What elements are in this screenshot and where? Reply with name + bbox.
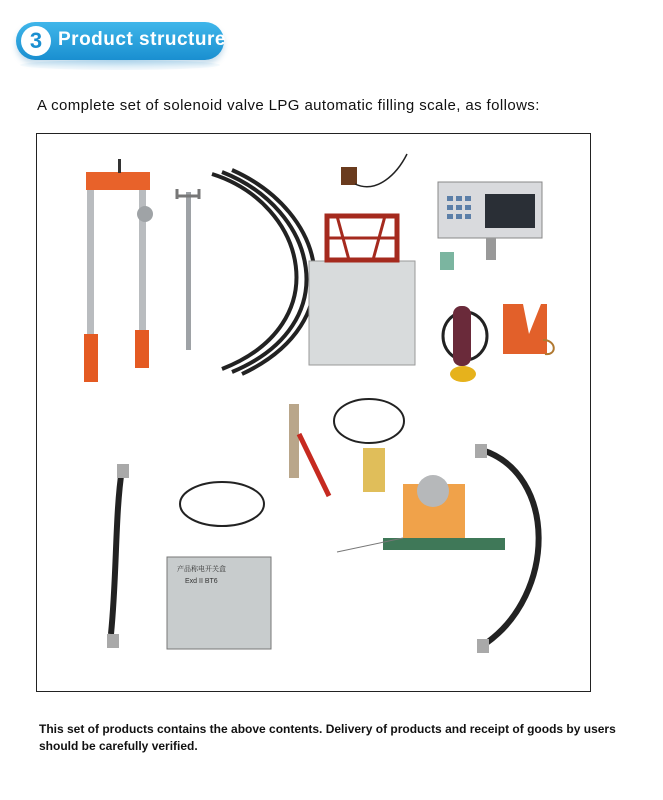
panel-label-2: Exd II BT6 — [185, 578, 218, 585]
product-illustration — [37, 134, 590, 691]
junction-box — [167, 482, 271, 649]
section-header-badge — [16, 22, 224, 60]
filling-nozzle — [443, 306, 487, 382]
step-number: 3 — [21, 26, 51, 56]
product-components-image — [36, 133, 591, 692]
weighing-plate — [309, 154, 415, 365]
left-hose — [107, 464, 129, 648]
pump-assembly — [337, 475, 505, 552]
hoses — [212, 170, 315, 374]
footer-note: This set of products contains the above contents. Delivery of products and receipt of goods by users should be carefully verified. — [39, 722, 616, 753]
bracket-rod — [177, 189, 199, 350]
middle-components — [289, 399, 404, 496]
panel-label-1: 产品称电开关盒 — [177, 566, 226, 573]
intro-text: A complete set of solenoid valve LPG automatic filling scale, as follows: — [37, 97, 540, 114]
section-title: Product structure — [58, 29, 226, 50]
orange-seat — [503, 304, 554, 354]
weighing-frame — [84, 159, 153, 382]
controller-box — [438, 182, 542, 270]
